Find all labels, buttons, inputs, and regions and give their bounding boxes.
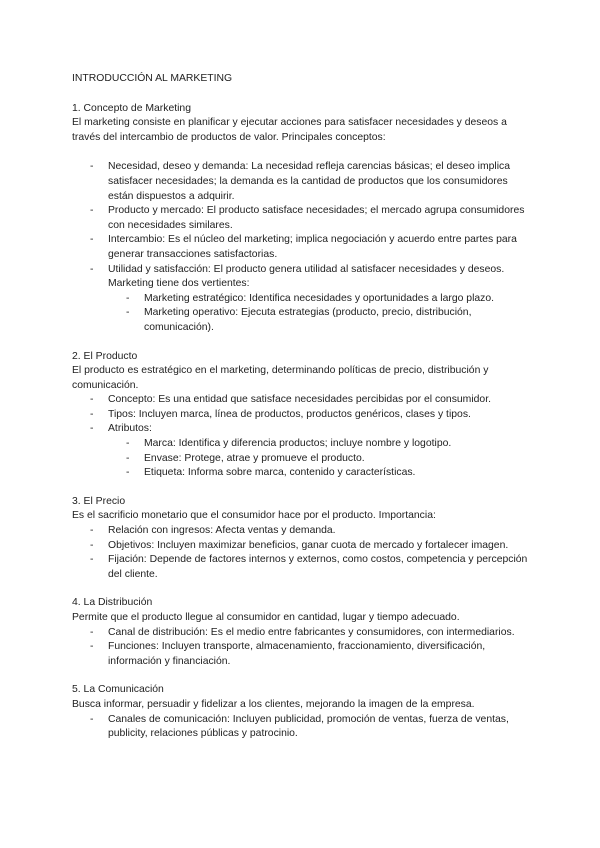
list-item: [72, 233, 528, 262]
section-producto: [72, 350, 528, 481]
bullet-marker: -: [90, 539, 94, 551]
list-item-text: Producto y mercado: El producto satisface necesidades; el mercado agrupa consumidores con necesidades similares.: [108, 205, 525, 231]
bullet-marker: -: [90, 713, 94, 725]
bullet-marker: -: [90, 263, 94, 275]
sub-list-item-text: Marketing estratégico: Identifica necesidades y oportunidades a largo plazo.: [144, 292, 495, 304]
bullet-marker: -: [126, 292, 130, 304]
bullet-marker: -: [126, 307, 130, 319]
section-title: 3. El Precio: [72, 495, 126, 507]
list-item: [72, 539, 528, 554]
bullet-marker: -: [90, 423, 94, 435]
sub-list-item-text: Marketing operativo: Ejecuta estrategias (producto, precio, distribución, comunicación).: [144, 307, 472, 333]
sub-list-item: [108, 437, 528, 452]
section-intro: Es el sacrificio monetario que el consumidor hace por el producto. Importancia:: [72, 510, 436, 522]
bullet-list: [72, 713, 528, 742]
list-item: [72, 408, 528, 423]
section-intro: Busca informar, persuadir y fidelizar a los clientes, mejorando la imagen de la empresa.: [72, 698, 475, 710]
list-item-text: Concepto: Es una entidad que satisface necesidades percibidas por el consumidor.: [108, 394, 491, 406]
section-intro: El marketing consiste en planificar y ejecutar acciones para satisfacer necesidades y deseos a través del intercambio de productos de valor. Principales conceptos:: [72, 117, 507, 143]
list-item: [72, 393, 528, 408]
section-intro: Permite que el producto llegue al consumidor en cantidad, lugar y tiempo adecuado.: [72, 612, 460, 623]
list-item-text: Tipos: Incluyen marca, línea de productos, productos genéricos, clases y tipos.: [108, 408, 471, 420]
list-item: [72, 204, 528, 233]
bullet-marker: -: [90, 394, 94, 406]
list-item: [72, 422, 528, 480]
bullet-list: [72, 160, 528, 335]
list-item: [72, 640, 528, 669]
sub-list-item: [108, 466, 528, 481]
sub-bullet-list: [72, 437, 528, 481]
bullet-marker: -: [90, 525, 94, 537]
bullet-marker: -: [126, 452, 130, 464]
bullet-list: [72, 524, 528, 582]
bullet-marker: -: [90, 626, 94, 638]
list-item-text: Funciones: Incluyen transporte, almacenamiento, fraccionamiento, diversificación, información y financiación.: [108, 641, 486, 667]
sub-list-item-text: Marca: Identifica y diferencia productos; incluye nombre y logotipo.: [144, 438, 452, 450]
list-item: [72, 524, 528, 539]
section-precio: [72, 495, 528, 583]
section-title: 5. La Comunicación: [72, 684, 164, 696]
bullet-marker: -: [90, 408, 94, 420]
list-item-text: Utilidad y satisfacción: El producto genera utilidad al satisfacer necesidades y deseos. Marketing tiene dos vertientes:: [108, 263, 505, 290]
list-item: [72, 626, 528, 641]
bullet-marker: -: [90, 641, 94, 653]
section-title: 4. La Distribución: [72, 597, 153, 609]
list-item-text: Necesidad, deseo y demanda: La necesidad refleja carencias básicas; el deseo implica satisfacer necesidades; la demanda es la cantidad de productos que los consumidores están dispuestos a adquirir.: [108, 161, 511, 202]
list-item: [72, 553, 528, 582]
list-item: [72, 263, 528, 336]
section-intro: El producto es estratégico en el marketing, determinando políticas de precio, distribución y comunicación.: [72, 365, 489, 391]
bullet-marker: -: [90, 554, 94, 566]
list-item-text: Fijación: Depende de factores internos y externos, como costos, competencia y percepción del cliente.: [108, 554, 528, 580]
bullet-marker: -: [126, 467, 130, 479]
list-item-text: Objetivos: Incluyen maximizar beneficios, ganar cuota de mercado y fortalecer imagen.: [108, 539, 509, 551]
sub-list-item: [108, 452, 528, 467]
document-page: [72, 72, 528, 756]
list-item-text: Intercambio: Es el núcleo del marketing; implica negociación y acuerdo entre partes para generar transacciones satisfactorias.: [108, 234, 517, 260]
list-item-text: Canales de comunicación: Incluyen publicidad, promoción de ventas, fuerza de ventas, publicity, relaciones públicas y patrocinio.: [108, 713, 509, 740]
bullet-list: [72, 626, 528, 670]
bullet-marker: -: [90, 205, 94, 217]
section-title: 2. El Producto: [72, 350, 138, 362]
sub-list-item: [108, 292, 528, 307]
sub-bullet-list: [72, 292, 528, 336]
list-item-text: Relación con ingresos: Afecta ventas y demanda.: [108, 525, 336, 537]
list-item-text: Canal de distribución: Es el medio entre fabricantes y consumidores, con intermediarios.: [108, 626, 515, 638]
bullet-marker: -: [90, 234, 94, 246]
section-distribucion: [72, 596, 528, 669]
bullet-marker: -: [126, 438, 130, 450]
document-title: INTRODUCCIÓN AL MARKETING: [72, 73, 233, 84]
section-title: 1. Concepto de Marketing: [72, 102, 191, 114]
bullet-list: [72, 393, 528, 481]
list-item: [72, 160, 528, 204]
sub-list-item-text: Envase: Protege, atrae y promueve el producto.: [144, 452, 365, 464]
sub-list-item: [108, 306, 528, 335]
section-concepto-marketing: [72, 102, 528, 336]
list-item-text: Atributos:: [108, 423, 152, 435]
sub-list-item-text: Etiqueta: Informa sobre marca, contenido y características.: [144, 467, 416, 479]
list-item: [72, 713, 528, 742]
bullet-marker: -: [90, 161, 94, 173]
section-comunicacion: [72, 683, 528, 741]
